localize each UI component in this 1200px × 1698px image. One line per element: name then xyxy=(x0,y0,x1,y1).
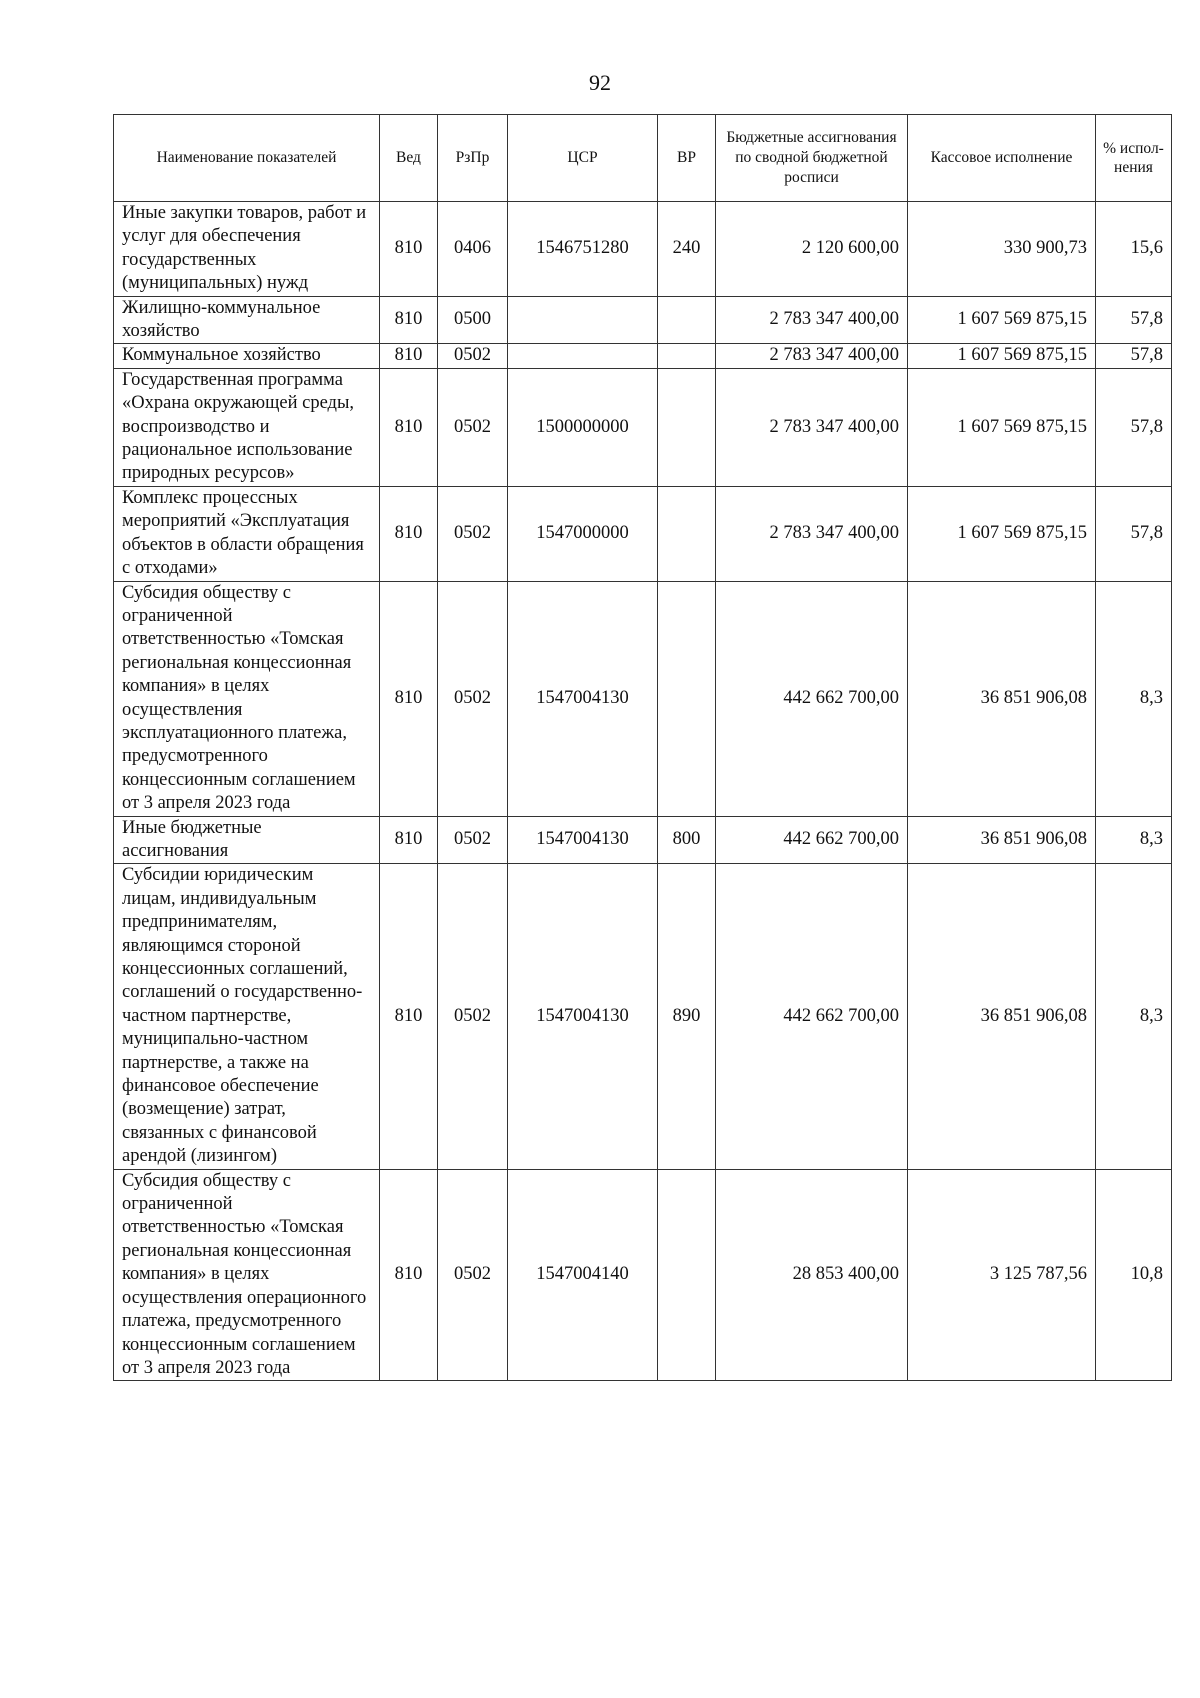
row-vr xyxy=(658,581,716,816)
row-assigned: 2 783 347 400,00 xyxy=(716,344,908,368)
row-executed: 36 851 906,08 xyxy=(908,864,1096,1169)
row-assigned: 442 662 700,00 xyxy=(716,864,908,1169)
row-csr: 1546751280 xyxy=(508,202,658,297)
col-header-vr: ВР xyxy=(658,115,716,202)
table-row xyxy=(114,486,1172,581)
col-header-ved: Вед xyxy=(380,115,438,202)
row-name: Субсидия обществу с ограниченной ответственностью «Томская региональная концессионная компания» в целях осуществления эксплуатационного платежа, предусмотренного концессионным соглашением от 3 апреля 2023 года xyxy=(114,581,380,816)
col-header-assigned: Бюджетные ассигнования по сводной бюджетной росписи xyxy=(716,115,908,202)
row-pct: 57,8 xyxy=(1096,296,1172,344)
row-executed: 1 607 569 875,15 xyxy=(908,344,1096,368)
row-csr: 1547004130 xyxy=(508,581,658,816)
row-pct: 8,3 xyxy=(1096,816,1172,864)
row-name: Жилищно-коммунальное хозяйство xyxy=(114,296,380,344)
page-number: 92 xyxy=(589,70,611,95)
row-assigned: 2 783 347 400,00 xyxy=(716,486,908,581)
row-assigned: 2 120 600,00 xyxy=(716,202,908,297)
row-ved: 810 xyxy=(380,864,438,1169)
row-name: Субсидии юридическим лицам, индивидуальным предпринимателям, являющимся стороной концессионных соглашений, соглашений о государственно-частном партнерстве, муниципально-частном партнерстве, а также на финансовое обеспечение (возмещение) затрат, связанных с финансовой арендой (лизингом) xyxy=(114,864,380,1169)
table-row xyxy=(114,368,1172,486)
row-rzpr: 0500 xyxy=(438,296,508,344)
row-csr xyxy=(508,344,658,368)
row-name: Коммунальное хозяйство xyxy=(114,344,380,368)
row-name: Иные закупки товаров, работ и услуг для обеспечения государственных (муниципальных) нужд xyxy=(114,202,380,297)
table-row xyxy=(114,816,1172,864)
row-name: Субсидия обществу с ограниченной ответственностью «Томская региональная концессионная компания» в целях осуществления операционного платежа, предусмотренного концессионным соглашением от 3 апреля 2023 года xyxy=(114,1169,380,1381)
row-executed: 1 607 569 875,15 xyxy=(908,486,1096,581)
table-row xyxy=(114,344,1172,368)
row-rzpr: 0502 xyxy=(438,581,508,816)
row-ved: 810 xyxy=(380,581,438,816)
row-rzpr: 0502 xyxy=(438,486,508,581)
row-assigned: 442 662 700,00 xyxy=(716,816,908,864)
row-assigned: 2 783 347 400,00 xyxy=(716,368,908,486)
row-executed: 1 607 569 875,15 xyxy=(908,368,1096,486)
row-rzpr: 0502 xyxy=(438,1169,508,1381)
budget-execution-table xyxy=(113,114,1172,1381)
row-name: Иные бюджетные ассигнования xyxy=(114,816,380,864)
row-ved: 810 xyxy=(380,1169,438,1381)
col-header-executed: Кассовое исполнение xyxy=(908,115,1096,202)
row-rzpr: 0406 xyxy=(438,202,508,297)
row-rzpr: 0502 xyxy=(438,864,508,1169)
row-assigned: 28 853 400,00 xyxy=(716,1169,908,1381)
row-executed: 330 900,73 xyxy=(908,202,1096,297)
row-csr: 1547004130 xyxy=(508,816,658,864)
row-pct: 8,3 xyxy=(1096,864,1172,1169)
row-vr xyxy=(658,486,716,581)
row-vr: 800 xyxy=(658,816,716,864)
row-vr xyxy=(658,368,716,486)
row-vr xyxy=(658,1169,716,1381)
row-vr xyxy=(658,344,716,368)
row-ved: 810 xyxy=(380,368,438,486)
row-pct: 8,3 xyxy=(1096,581,1172,816)
table-row xyxy=(114,864,1172,1169)
row-executed: 36 851 906,08 xyxy=(908,581,1096,816)
row-assigned: 442 662 700,00 xyxy=(716,581,908,816)
row-csr xyxy=(508,296,658,344)
row-pct: 57,8 xyxy=(1096,344,1172,368)
row-pct: 57,8 xyxy=(1096,368,1172,486)
row-ved: 810 xyxy=(380,202,438,297)
row-ved: 810 xyxy=(380,486,438,581)
row-pct: 57,8 xyxy=(1096,486,1172,581)
row-csr: 1500000000 xyxy=(508,368,658,486)
row-executed: 1 607 569 875,15 xyxy=(908,296,1096,344)
row-executed: 36 851 906,08 xyxy=(908,816,1096,864)
row-pct: 15,6 xyxy=(1096,202,1172,297)
col-header-pct: % испол-нения xyxy=(1096,115,1172,202)
row-vr: 890 xyxy=(658,864,716,1169)
row-name: Комплекс процессных мероприятий «Эксплуатация объектов в области обращения с отходами» xyxy=(114,486,380,581)
col-header-csr: ЦСР xyxy=(508,115,658,202)
row-rzpr: 0502 xyxy=(438,368,508,486)
row-csr: 1547004130 xyxy=(508,864,658,1169)
row-rzpr: 0502 xyxy=(438,344,508,368)
row-vr xyxy=(658,296,716,344)
header-row xyxy=(114,115,1172,202)
table-row xyxy=(114,581,1172,816)
col-header-name: Наименование показателей xyxy=(114,115,380,202)
row-pct: 10,8 xyxy=(1096,1169,1172,1381)
table-header xyxy=(114,115,1172,202)
row-ved: 810 xyxy=(380,344,438,368)
row-rzpr: 0502 xyxy=(438,816,508,864)
row-csr: 1547004140 xyxy=(508,1169,658,1381)
row-assigned: 2 783 347 400,00 xyxy=(716,296,908,344)
row-name: Государственная программа «Охрана окружающей среды, воспроизводство и рациональное использование природных ресурсов» xyxy=(114,368,380,486)
table-row xyxy=(114,1169,1172,1381)
col-header-rzpr: РзПр xyxy=(438,115,508,202)
table-row xyxy=(114,296,1172,344)
row-ved: 810 xyxy=(380,816,438,864)
row-vr: 240 xyxy=(658,202,716,297)
table-row xyxy=(114,202,1172,297)
table-body xyxy=(114,202,1172,1381)
row-executed: 3 125 787,56 xyxy=(908,1169,1096,1381)
row-ved: 810 xyxy=(380,296,438,344)
row-csr: 1547000000 xyxy=(508,486,658,581)
